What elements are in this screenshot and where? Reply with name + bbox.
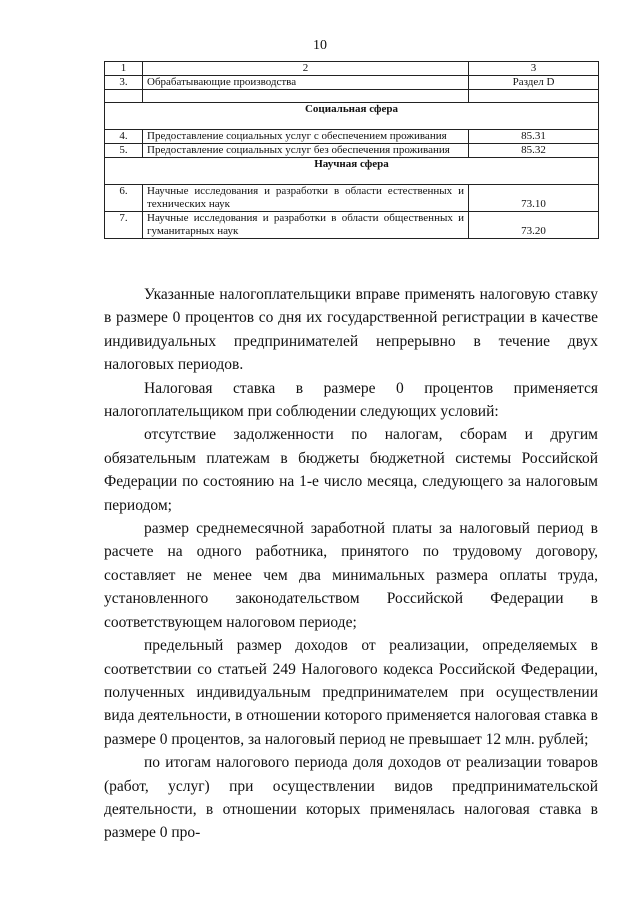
header-col-2: 2 [143,62,469,76]
row-name: Предоставление социальных услуг без обеспечения проживания [143,144,469,158]
table-header-row [105,62,599,76]
row-code: 73.10 [469,185,599,212]
paragraph: по итогам налогового периода доля доходов от реализации товаров (работ, услуг) при осуществлении видов предпринимательской деятельности, в отношении которых применялась налоговая ставка в размере 0 про- [104,754,598,842]
table-spacer-row [105,90,599,103]
table-row [105,76,599,90]
row-number: 7. [105,212,143,239]
table-row [105,130,599,144]
paragraph: Указанные налогоплательщики вправе применять налоговую ставку в размере 0 процентов со дня их государственной регистрации в качестве индивидуальных предпринимателей непрерывно в течение двух налоговых периодов. [104,286,598,374]
section-header-science [105,158,599,185]
row-name: Предоставление социальных услуг с обеспечением проживания [143,130,469,144]
table-row [105,212,599,239]
table-row [105,185,599,212]
row-name: Научные исследования и разработки в области общественных и гуманитарных наук [143,212,469,239]
row-code: 85.32 [469,144,599,158]
activity-codes-table [104,61,599,239]
row-number: 6. [105,185,143,212]
row-code: 73.20 [469,212,599,239]
header-col-3: 3 [469,62,599,76]
page-number: 10 [313,38,327,53]
row-name: Научные исследования и разработки в области естественных и технических наук [143,185,469,212]
section-title: Социальная сфера [105,103,599,130]
paragraph: отсутствие задолженности по налогам, сборам и другим обязательным платежам в бюджеты бюджетной системы Российской Федерации по состоянию на 1-е число месяца, следующего за налоговым периодом; [104,426,598,514]
row-number: 3. [105,76,143,90]
paragraph: размер среднемесячной заработной платы за налоговый период в расчете на одного работника, принятого по трудовому договору, составляет не менее чем два минимальных размера оплаты труда, установленного законодательством Российской Федерации в соответствующем налоговом периоде; [104,520,598,631]
table-row [105,144,599,158]
row-number: 5. [105,144,143,158]
spacer-cell [143,90,469,103]
body-text [104,283,598,845]
spacer-cell [105,90,143,103]
paragraph: Налоговая ставка в размере 0 процентов применяется налогоплательщиком при соблюдении следующих условий: [104,379,598,421]
header-col-1: 1 [105,62,143,76]
paragraph: предельный размер доходов от реализации, определяемых в соответствии со статьей 249 Налогового кодекса Российской Федерации, полученных индивидуальным предпринимателем при осуществлении вида деятельности, в отношении которого применяется налоговая ставка в размере 0 процентов, за налоговый период не превышает 12 млн. рублей; [104,637,598,748]
row-code: 85.31 [469,130,599,144]
row-number: 4. [105,130,143,144]
section-title: Научная сфера [105,158,599,185]
row-code: Раздел D [469,76,599,90]
row-name: Обрабатывающие производства [143,76,469,90]
spacer-cell [469,90,599,103]
section-header-social [105,103,599,130]
